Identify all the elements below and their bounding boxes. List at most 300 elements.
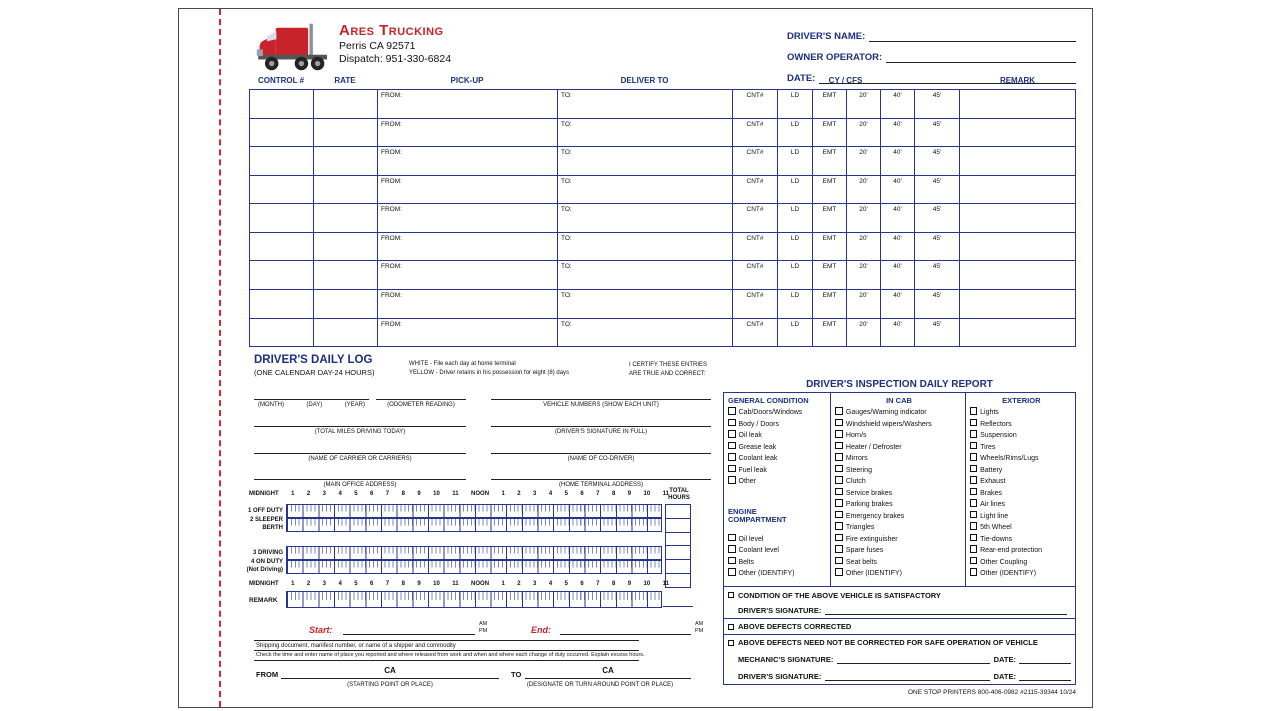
defects-not-corrected-checkbox[interactable] [728,640,734,646]
checklist-item[interactable]: Tires [970,442,1073,454]
start-label: Start: [309,625,333,635]
mechanic-date-line[interactable] [1019,655,1071,664]
size-45-label: 45' [932,92,942,99]
size-20-label: 20' [859,263,868,271]
size-40-cell[interactable] [881,176,915,204]
checklist-item[interactable]: Coolant leak [728,453,828,465]
hour-label: 7 [596,491,600,497]
checklist-item[interactable]: Lights [970,407,1073,419]
deliver-cell[interactable] [558,290,733,318]
size-40-cell[interactable] [881,261,915,289]
remark-cell[interactable] [960,147,1075,175]
off-duty-text: 1 OFF DUTY [247,508,283,514]
control-cell[interactable] [250,119,314,147]
col-header-cycfs: CY / CFS [828,76,863,85]
check-note: Check the time and enter name of place you reported and where released from work and when and where each change of duty occurred. Explain excess hours. [256,652,645,658]
state-to: CA [602,666,614,675]
to-label: TO: [561,149,572,157]
emt-cell[interactable] [813,176,847,204]
checklist-item[interactable]: Heater / Defroster [835,442,962,454]
shipping-note: Shipping document, manifest number, or name of a shipper and commodity [256,643,456,649]
shipment-row [250,319,1075,347]
driver-signature-field[interactable] [491,426,711,435]
size-45-label: 45' [932,263,942,271]
pm-text: PM [695,627,704,634]
am-text: AM [479,621,488,627]
ld-cell[interactable] [778,290,813,318]
hour-label: 5 [354,491,358,497]
driver-signature-caption: (DRIVER'S SIGNATURE IN FULL) [554,428,648,435]
hour-label: 9 [627,581,632,587]
ld-cell[interactable] [778,233,813,261]
hour-label: NOON [471,491,490,497]
checklist-item[interactable]: Other [728,476,828,488]
checklist-item[interactable]: Reflectors [970,419,1073,431]
total-hours-cell[interactable] [666,519,690,533]
driver-signature-line-2[interactable] [825,672,989,681]
deliver-cell[interactable] [558,319,733,347]
deliver-cell[interactable] [558,147,733,175]
cnt-label: CNT# [746,234,764,242]
form-sheet [178,8,1093,708]
total-hours-cell[interactable] [666,533,690,547]
emt-cell[interactable] [813,90,847,118]
pickup-cell[interactable] [378,119,558,147]
remark-cell[interactable] [960,290,1075,318]
emt-cell[interactable] [813,233,847,261]
size-40-label: 40' [893,92,902,99]
grid-band-on-duty[interactable] [286,560,662,574]
control-cell[interactable] [250,147,314,175]
owner-operator-line[interactable] [886,51,1076,63]
checklist-item[interactable]: Cab/Doors/Windows [728,407,828,419]
emt-label: EMT [822,206,837,214]
checklist-item[interactable]: Tie-downs [970,534,1073,546]
total-hours-cell[interactable] [666,546,690,560]
checklist-item[interactable]: Seat belts [835,557,962,569]
to-place-line[interactable] [525,661,691,679]
hour-label: 7 [596,581,600,587]
note-divider [254,650,639,651]
size-40-cell[interactable] [881,147,915,175]
grid-band-sleeper[interactable] [286,518,662,532]
rate-cell[interactable] [314,204,378,232]
cnt-cell[interactable] [733,147,778,175]
cnt-label: CNT# [746,92,764,99]
checklist-item[interactable]: Clutch [835,476,962,488]
from-place-line[interactable] [281,661,499,679]
ld-label: LD [790,120,800,128]
size-40-cell[interactable] [881,319,915,347]
hour-label: 1 [501,491,505,497]
rate-cell[interactable] [314,290,378,318]
cnt-label: CNT# [746,177,764,185]
ld-cell[interactable] [778,261,813,289]
am-text: AM [695,621,704,627]
size-20-label: 20' [859,92,868,99]
checklist-item[interactable]: Parking brakes [835,499,962,511]
size-45-cell[interactable] [915,119,960,147]
from-label: FROM: [381,291,402,299]
emt-cell[interactable] [813,147,847,175]
driver-name-line[interactable] [869,30,1076,42]
ld-cell[interactable] [778,119,813,147]
size-20-cell[interactable] [847,90,881,118]
ld-label: LD [790,291,800,299]
size-40-cell[interactable] [881,290,915,318]
size-40-label: 40' [893,149,902,157]
home-terminal-field[interactable] [491,479,711,488]
checklist-item[interactable]: Suspension [970,430,1073,442]
checklist-item[interactable]: Spare fuses [835,545,962,557]
pm-text: PM [479,627,488,634]
driving-text: 3 DRIVING [252,550,283,556]
co-driver-field[interactable] [491,453,711,462]
size-40-cell[interactable] [881,204,915,232]
ld-label: LD [790,320,800,328]
ld-label: LD [790,263,800,271]
co-driver-caption: (NAME OF CO-DRIVER) [567,455,635,462]
ld-cell[interactable] [778,147,813,175]
checklist-item[interactable]: Oil level [728,534,828,546]
remark-cell[interactable] [960,204,1075,232]
size-20-cell[interactable] [847,204,881,232]
remark-cell[interactable] [960,319,1075,347]
hour-label: 1 [291,581,295,587]
ld-cell[interactable] [778,204,813,232]
checklist-item[interactable]: Battery [970,465,1073,477]
duty-row-label-sleeper [219,517,283,532]
printer-footer: ONE STOP PRINTERS 800-406-0982 #2115-39344 10/24 [907,689,1076,696]
col-header-pickup: PICK-UP [450,76,484,85]
deliver-cell[interactable] [558,176,733,204]
emt-label: EMT [822,92,837,99]
control-cell[interactable] [250,261,314,289]
grid-band-off-duty[interactable] [286,504,662,518]
cnt-label: CNT# [746,320,764,328]
checklist-item[interactable]: Steering [835,465,962,477]
from-label: FROM: [381,206,402,214]
size-45-cell[interactable] [915,176,960,204]
to-label: TO: [561,206,572,214]
rate-cell[interactable] [314,261,378,289]
to-label: TO: [561,234,572,242]
checklist-item[interactable]: Fuel leak [728,465,828,477]
driver-name-field [787,21,1076,42]
carrier-caption: (NAME OF CARRIER OR CARRIERS) [308,455,412,462]
total-miles-field[interactable] [254,426,466,435]
remark-tail-line [663,591,693,607]
pickup-cell[interactable] [378,147,558,175]
from-label: FROM: [381,92,402,99]
checklist-item[interactable]: Light line [970,511,1073,523]
size-45-cell[interactable] [915,319,960,347]
shipment-row [250,176,1075,205]
hour-label: 11 [662,581,669,587]
main-office-caption: (MAIN OFFICE ADDRESS) [323,481,397,488]
vehicle-numbers-field[interactable] [491,399,711,408]
pickup-cell[interactable] [378,233,558,261]
rate-cell[interactable] [314,119,378,147]
pickup-cell[interactable] [378,90,558,118]
general-condition-items [728,407,828,488]
shipment-row [250,204,1075,233]
size-20-cell[interactable] [847,233,881,261]
checklist-item[interactable]: Windshield wipers/Washers [835,419,962,431]
mechanic-signature-label: MECHANIC'S SIGNATURE: [738,654,834,664]
size-45-cell[interactable] [915,290,960,318]
hour-label: 2 [306,581,311,587]
driver-signature-label-1: DRIVER'S SIGNATURE: [738,606,822,615]
mechanic-signature-line[interactable] [837,655,989,664]
remark-band[interactable] [286,591,662,608]
cnt-cell[interactable] [733,119,778,147]
size-40-label: 40' [893,263,902,271]
hour-label: 11 [452,491,459,497]
remark-cell[interactable] [960,119,1075,147]
company-address: Perris CA 92571 [339,40,416,52]
emt-cell[interactable] [813,290,847,318]
emt-cell[interactable] [813,204,847,232]
from-label: FROM: [381,263,402,271]
satisfactory-checkbox[interactable] [728,592,734,598]
carrier-field[interactable] [254,453,466,462]
size-45-cell[interactable] [915,233,960,261]
size-40-cell[interactable] [881,119,915,147]
to-label: TO: [561,177,572,185]
checklist-item[interactable]: Service brakes [835,488,962,500]
rate-cell[interactable] [314,176,378,204]
hour-label: 3 [322,581,327,587]
size-20-label: 20' [859,206,868,214]
pickup-cell[interactable] [378,290,558,318]
size-45-cell[interactable] [915,204,960,232]
checklist-item[interactable]: Coolant level [728,545,828,557]
hour-label: 7 [385,581,390,587]
deliver-cell[interactable] [558,261,733,289]
from-label: FROM: [381,177,402,185]
ld-cell[interactable] [778,176,813,204]
hour-label: 2 [517,491,521,497]
duty-row-label-off-duty [219,508,283,516]
hour-label: 11 [662,491,669,497]
control-cell[interactable] [250,204,314,232]
emt-cell[interactable] [813,119,847,147]
shipment-row [250,261,1075,290]
rate-cell[interactable] [314,90,378,118]
control-cell[interactable] [250,176,314,204]
main-office-field[interactable] [254,479,466,488]
day-caption: (DAY) [306,401,323,408]
hour-label: MIDNIGHT [249,491,279,497]
col-header-deliver: DELIVER TO [620,76,669,85]
checklist-item[interactable]: Grease leak [728,442,828,454]
control-cell[interactable] [250,319,314,347]
size-20-cell[interactable] [847,290,881,318]
deliver-cell[interactable] [558,90,733,118]
start-am-pm [479,621,487,634]
emt-label: EMT [822,320,837,328]
control-cell[interactable] [250,90,314,118]
odometer-field[interactable] [376,399,466,408]
remark-cell[interactable] [960,261,1075,289]
sleeper-text-1: 2 SLEEPER [249,517,283,523]
size-45-label: 45' [932,177,942,185]
checklist-item[interactable]: Other (IDENTIFY) [728,568,828,580]
hour-label: 8 [401,581,405,587]
total-hours-cell[interactable] [666,505,690,519]
total-hours-column[interactable] [662,504,691,588]
exterior-column [966,393,1075,586]
checklist-item[interactable]: Brakes [970,488,1073,500]
checklist-item[interactable]: Other (IDENTIFY) [970,568,1073,580]
hour-label: 4 [548,581,553,587]
total-hours-cell[interactable] [666,574,690,587]
pickup-cell[interactable] [378,319,558,347]
duty-row-label-driving [219,550,283,558]
engine-compartment-items [728,534,828,580]
in-cab-column [831,393,965,586]
total-hours-label: TOTAL HOURS [668,488,690,501]
remark-cell[interactable] [960,90,1075,118]
size-20-cell[interactable] [847,261,881,289]
header-fields [787,21,1076,84]
driver-signature-line-1[interactable] [825,606,1067,615]
cnt-cell[interactable] [733,204,778,232]
copy-note-yellow: YELLOW - Driver retains in his possession for eight (8) days [409,370,570,376]
to-label: TO: [561,263,572,271]
checklist-item[interactable]: Other (IDENTIFY) [835,568,962,580]
end-am-pm [695,621,703,634]
cnt-label: CNT# [746,291,764,299]
to-label: TO: [561,120,572,128]
checklist-item[interactable]: Rear-end protection [970,545,1073,557]
defects-corrected-row [724,619,1075,635]
ld-cell[interactable] [778,319,813,347]
size-40-cell[interactable] [881,90,915,118]
inspection-bottom [724,587,1075,685]
owner-operator-label: OWNER OPERATOR: [787,52,883,63]
checklist-item[interactable]: Fire extinguisher [835,534,962,546]
total-hours-cell[interactable] [666,560,690,574]
checklist-item[interactable]: Belts [728,557,828,569]
checklist-item[interactable]: Other Coupling [970,557,1073,569]
ld-cell[interactable] [778,90,813,118]
hour-label: 4 [338,581,342,587]
size-45-cell[interactable] [915,147,960,175]
checklist-item[interactable]: Oil leak [728,430,828,442]
size-40-cell[interactable] [881,233,915,261]
shipment-row [250,290,1075,319]
defects-not-corrected-text: ABOVE DEFECTS NEED NOT BE CORRECTED FOR SAFE OPERATION OF VEHICLE [738,638,1038,647]
checklist-item[interactable]: Emergency brakes [835,511,962,523]
rate-cell[interactable] [314,319,378,347]
cnt-cell[interactable] [733,319,778,347]
start-line[interactable] [343,617,475,635]
size-20-cell[interactable] [847,147,881,175]
cnt-cell[interactable] [733,233,778,261]
deliver-cell[interactable] [558,119,733,147]
hour-label: 6 [370,491,374,497]
deliver-cell[interactable] [558,233,733,261]
hour-scale-bottom [249,581,669,587]
remark-cell[interactable] [960,176,1075,204]
hour-label: 3 [322,491,327,497]
exterior-header: EXTERIOR [1002,396,1041,405]
emt-label: EMT [822,291,837,299]
inspection-title: DRIVER'S INSPECTION DAILY REPORT [806,379,993,390]
rate-cell[interactable] [314,147,378,175]
size-20-cell[interactable] [847,119,881,147]
on-duty-text-2: (Not Driving) [246,566,283,573]
pickup-cell[interactable] [378,176,558,204]
cnt-label: CNT# [746,149,764,157]
grid-band-driving[interactable] [286,546,662,560]
control-cell[interactable] [250,290,314,318]
emt-cell[interactable] [813,319,847,347]
size-45-cell[interactable] [915,90,960,118]
checklist-item[interactable]: Wheels/Rims/Lugs [970,453,1073,465]
checklist-item[interactable]: Mirrors [835,453,962,465]
checklist-item[interactable]: Exhaust [970,476,1073,488]
size-20-cell[interactable] [847,319,881,347]
remark-cell[interactable] [960,233,1075,261]
checklist-item[interactable]: Body / Doors [728,419,828,431]
emt-cell[interactable] [813,261,847,289]
owner-operator-field [787,42,1076,63]
checklist-item[interactable]: Triangles [835,522,962,534]
hour-label: 6 [580,581,584,587]
certify-text [629,361,729,379]
control-cell[interactable] [250,233,314,261]
end-line[interactable] [560,617,691,635]
size-20-label: 20' [859,120,868,128]
hour-label: 4 [338,491,342,497]
from-label: FROM: [381,320,402,328]
hour-label: 7 [385,491,390,497]
rate-cell[interactable] [314,233,378,261]
deliver-cell[interactable] [558,204,733,232]
size-20-cell[interactable] [847,176,881,204]
defects-corrected-checkbox[interactable] [728,624,734,630]
size-40-label: 40' [893,177,902,185]
hour-label: 9 [417,491,421,497]
checklist-item[interactable]: 5th Wheel [970,522,1073,534]
duty-row-label-on-duty [219,559,283,574]
month-day-year-field[interactable] [254,399,369,408]
pickup-cell[interactable] [378,261,558,289]
size-45-cell[interactable] [915,261,960,289]
driver-date-line[interactable] [1019,672,1071,681]
size-40-label: 40' [893,120,902,128]
pickup-cell[interactable] [378,204,558,232]
truck-logo [255,21,337,75]
checklist-item[interactable]: Air lines [970,499,1073,511]
cnt-cell[interactable] [733,176,778,204]
ld-label: LD [790,234,800,242]
size-40-label: 40' [893,291,902,299]
hour-label: 2 [517,581,521,587]
cnt-cell[interactable] [733,90,778,118]
cnt-cell[interactable] [733,261,778,289]
cnt-cell[interactable] [733,290,778,318]
inspection-box [723,392,1076,685]
size-20-label: 20' [859,149,868,157]
checklist-item[interactable]: Horn/s [835,430,962,442]
shipment-row [250,119,1075,148]
shipment-row [250,233,1075,262]
checklist-item[interactable]: Gauges/Warning indicator [835,407,962,419]
